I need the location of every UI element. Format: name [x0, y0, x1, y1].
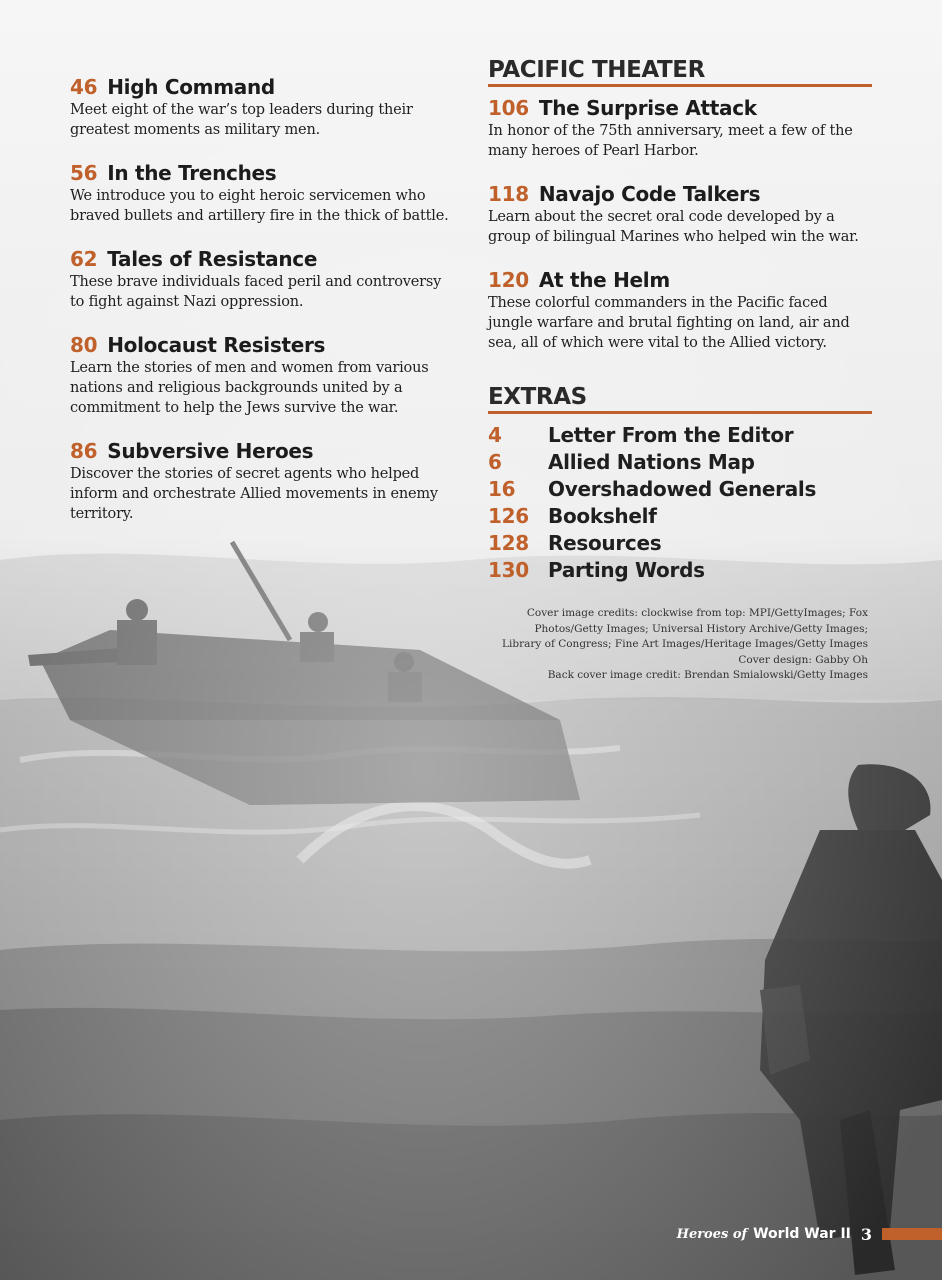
page-number: 80 — [70, 333, 98, 357]
extras-item[interactable] — [488, 557, 872, 584]
entry-title: High Command — [107, 75, 275, 99]
entry-description: Learn the stories of men and women from various nations and religious backgrounds united by a commitment to help the Jews survive the war. — [70, 360, 429, 416]
credits-line: Library of Congress; Fine Art Images/Heritage Images/Getty Images — [502, 638, 868, 650]
toc-entry[interactable] — [70, 438, 455, 524]
page-number: 126 — [488, 504, 529, 528]
footer-prefix: Heroes of — [676, 1226, 748, 1242]
entry-title: Letter From the Editor — [548, 423, 794, 447]
toc-entry[interactable] — [488, 267, 872, 353]
entry-description: These brave individuals faced peril and controversy to fight against Nazi oppression. — [70, 274, 442, 310]
entry-description: We introduce you to eight heroic servicemen who braved bullets and artillery fire in the thick of battle. — [70, 188, 449, 224]
extras-item[interactable] — [488, 530, 872, 557]
page-number: 56 — [70, 161, 98, 185]
entry-description: Discover the stories of secret agents who helped inform and orchestrate Allied movements in enemy territory. — [70, 466, 438, 522]
entry-title: Resources — [548, 531, 662, 555]
entry-title: Allied Nations Map — [548, 450, 755, 474]
toc-entry[interactable] — [488, 181, 872, 247]
entry-title: In the Trenches — [107, 161, 277, 185]
toc-entry[interactable] — [488, 95, 872, 161]
page-number: 106 — [488, 96, 529, 120]
extras-list — [488, 422, 872, 584]
page-number: 130 — [488, 558, 529, 582]
credits-line: Photos/Getty Images; Universal History Archive/Getty Images; — [534, 622, 868, 635]
entry-title: Navajo Code Talkers — [538, 182, 761, 206]
credits-line: Cover design: Gabby Oh — [738, 653, 868, 666]
extras-item[interactable] — [488, 476, 872, 503]
toc-entry[interactable] — [70, 332, 455, 418]
page-number: 128 — [488, 531, 529, 555]
entry-title: At the Helm — [538, 268, 670, 292]
page-number: 86 — [70, 439, 98, 463]
page-number: 62 — [70, 247, 98, 271]
pacific-theater-heading: PACIFIC THEATER — [488, 56, 872, 87]
entry-title: Overshadowed Generals — [548, 477, 817, 501]
entry-title: Holocaust Resisters — [107, 333, 326, 357]
extras-heading: EXTRAS — [488, 383, 872, 414]
entry-title: The Surprise Attack — [538, 96, 757, 120]
sections-column — [488, 56, 872, 684]
entry-title: Subversive Heroes — [107, 439, 314, 463]
entry-description: These colorful commanders in the Pacific faced jungle warfare and brutal fighting on land, air and sea, all of which were vital to the Allied victory. — [488, 295, 850, 351]
credits-line: Back cover image credit: Brendan Smialowski/Getty Images — [547, 669, 868, 681]
entry-title: Parting Words — [548, 558, 705, 582]
entry-description: Meet eight of the war’s top leaders during their greatest moments as military men. — [70, 102, 413, 138]
extras-item[interactable] — [488, 503, 872, 530]
features-column — [70, 74, 455, 544]
toc-entry[interactable] — [70, 246, 455, 312]
accent-bar — [882, 1228, 942, 1240]
extras-item[interactable] — [488, 449, 872, 476]
toc-entry[interactable] — [70, 160, 455, 226]
toc-entry[interactable] — [70, 74, 455, 140]
credits-line: Cover image credits: clockwise from top: MPI/GettyImages; Fox — [526, 607, 868, 619]
page-number: 118 — [488, 182, 529, 206]
entry-description: In honor of the 75th anniversary, meet a few of the many heroes of Pearl Harbor. — [488, 123, 853, 159]
extras-item[interactable] — [488, 422, 872, 449]
page-number: 120 — [488, 268, 529, 292]
page-number: 6 — [488, 450, 502, 474]
image-credits — [488, 606, 872, 684]
page-number: 4 — [488, 423, 502, 447]
page-number-footer: 3 — [860, 1224, 872, 1244]
entry-description: Learn about the secret oral code developed by a group of bilingual Marines who helped win the war. — [488, 209, 859, 245]
page-number: 46 — [70, 75, 98, 99]
page-number: 16 — [488, 477, 516, 501]
page-footer — [677, 1222, 942, 1246]
footer-title: World War II — [753, 1226, 851, 1242]
entry-title: Tales of Resistance — [107, 247, 318, 271]
entry-title: Bookshelf — [548, 504, 657, 528]
